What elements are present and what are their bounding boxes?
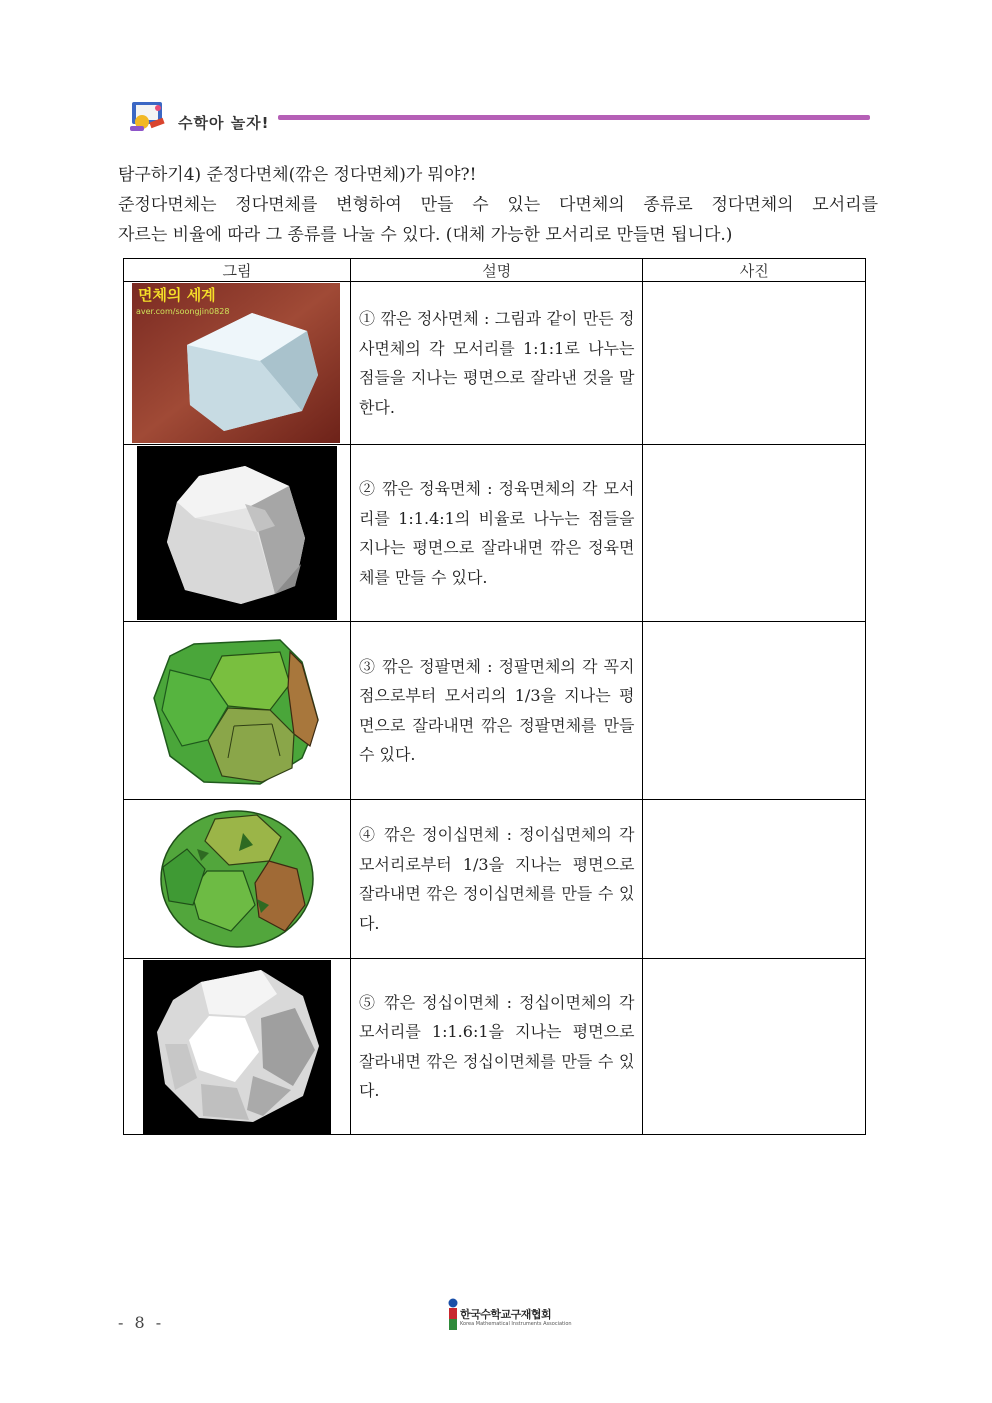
- image-url-text: aver.com/soongjin0828: [136, 307, 230, 316]
- table-row: [124, 959, 866, 1135]
- math-play-logo-icon: [128, 100, 168, 136]
- description-cell: [350, 622, 642, 800]
- image-cell: [124, 445, 351, 622]
- table-header-row: [124, 259, 866, 282]
- page-number: - 8 -: [118, 1313, 165, 1332]
- page-header: [128, 100, 870, 140]
- column-header-image: 그림: [124, 259, 351, 282]
- description-text: ⑤ 깎은 정십이면체 : 정십이면체의 각 모서리를 1:1.6:1을 지나는 평면으로 잘라내면 깎은 정십이면체를 만들 수 있다.: [358, 992, 635, 1100]
- image-cell: [124, 622, 351, 800]
- column-header-photo: 사진: [643, 259, 866, 282]
- intro-heading: 탐구하기4) 준정다면체(깎은 정다면체)가 뭐야?!: [118, 165, 477, 185]
- description-cell: [350, 445, 642, 622]
- brand-title: 수학아 놀자!: [178, 114, 270, 132]
- photo-cell: [643, 445, 866, 622]
- image-cell: [124, 282, 351, 445]
- description-text: ① 깎은 정사면체 : 그림과 같이 만든 정사면체의 각 모서리를 1:1:1로 나누는 점들을 지나는 평면으로 잘라낸 것을 말한다.: [358, 309, 635, 417]
- photo-cell: [643, 282, 866, 445]
- photo-cell: [643, 800, 866, 959]
- association-name-en: Korea Mathematical Instruments Association: [460, 1321, 572, 1327]
- table-row: [124, 622, 866, 800]
- table-row: [124, 282, 866, 445]
- table-row: [124, 800, 866, 959]
- intro-text: [118, 160, 878, 250]
- image-caption: 면체의 세계: [138, 286, 216, 304]
- description-cell: [350, 800, 642, 959]
- table-row: [124, 445, 866, 622]
- photo-cell: [643, 622, 866, 800]
- association-name: 한국수학교구재협회: [460, 1308, 552, 1321]
- truncated-icosahedron-image: [157, 809, 317, 949]
- description-cell: [350, 282, 642, 445]
- header-divider: [278, 115, 870, 120]
- intro-line: 준정다면체는 정다면체를 변형하여 만들 수 있는 다면체의 종류로 정다면체의 모서리를: [118, 195, 878, 215]
- truncated-tetrahedron-image: [132, 283, 340, 443]
- description-text: ④ 깎은 정이십면체 : 정이십면체의 각 모서리로부터 1/3을 지나는 평면으로 잘라내면 깎은 정이십면체를 만들 수 있다.: [358, 825, 635, 933]
- image-cell: [124, 800, 351, 959]
- polyhedra-table: [123, 258, 866, 1135]
- photo-cell: [643, 959, 866, 1135]
- image-cell: [124, 959, 351, 1135]
- description-cell: [350, 959, 642, 1135]
- truncated-cube-image: [137, 446, 337, 620]
- column-header-description: 설명: [350, 259, 642, 282]
- truncated-octahedron-image: [152, 636, 322, 786]
- association-logo: [446, 1298, 572, 1334]
- association-emblem-icon: [446, 1298, 460, 1332]
- intro-line: 자르는 비율에 따라 그 종류를 나눌 수 있다. (대체 가능한 모서리로 만들면 됩니다.): [118, 225, 733, 245]
- truncated-dodecahedron-image: [143, 960, 331, 1134]
- description-text: ② 깎은 정육면체 : 정육면체의 각 모서리를 1:1.4:1의 비율로 나누는 점들을 지나는 평면으로 잘라내면 깎은 정육면체를 만들 수 있다.: [358, 479, 635, 587]
- description-text: ③ 깎은 정팔면체 : 정팔면체의 각 꼭지점으로부터 모서리의 1/3을 지나는 평면으로 잘라내면 깎은 정팔면체를 만들 수 있다.: [358, 656, 635, 764]
